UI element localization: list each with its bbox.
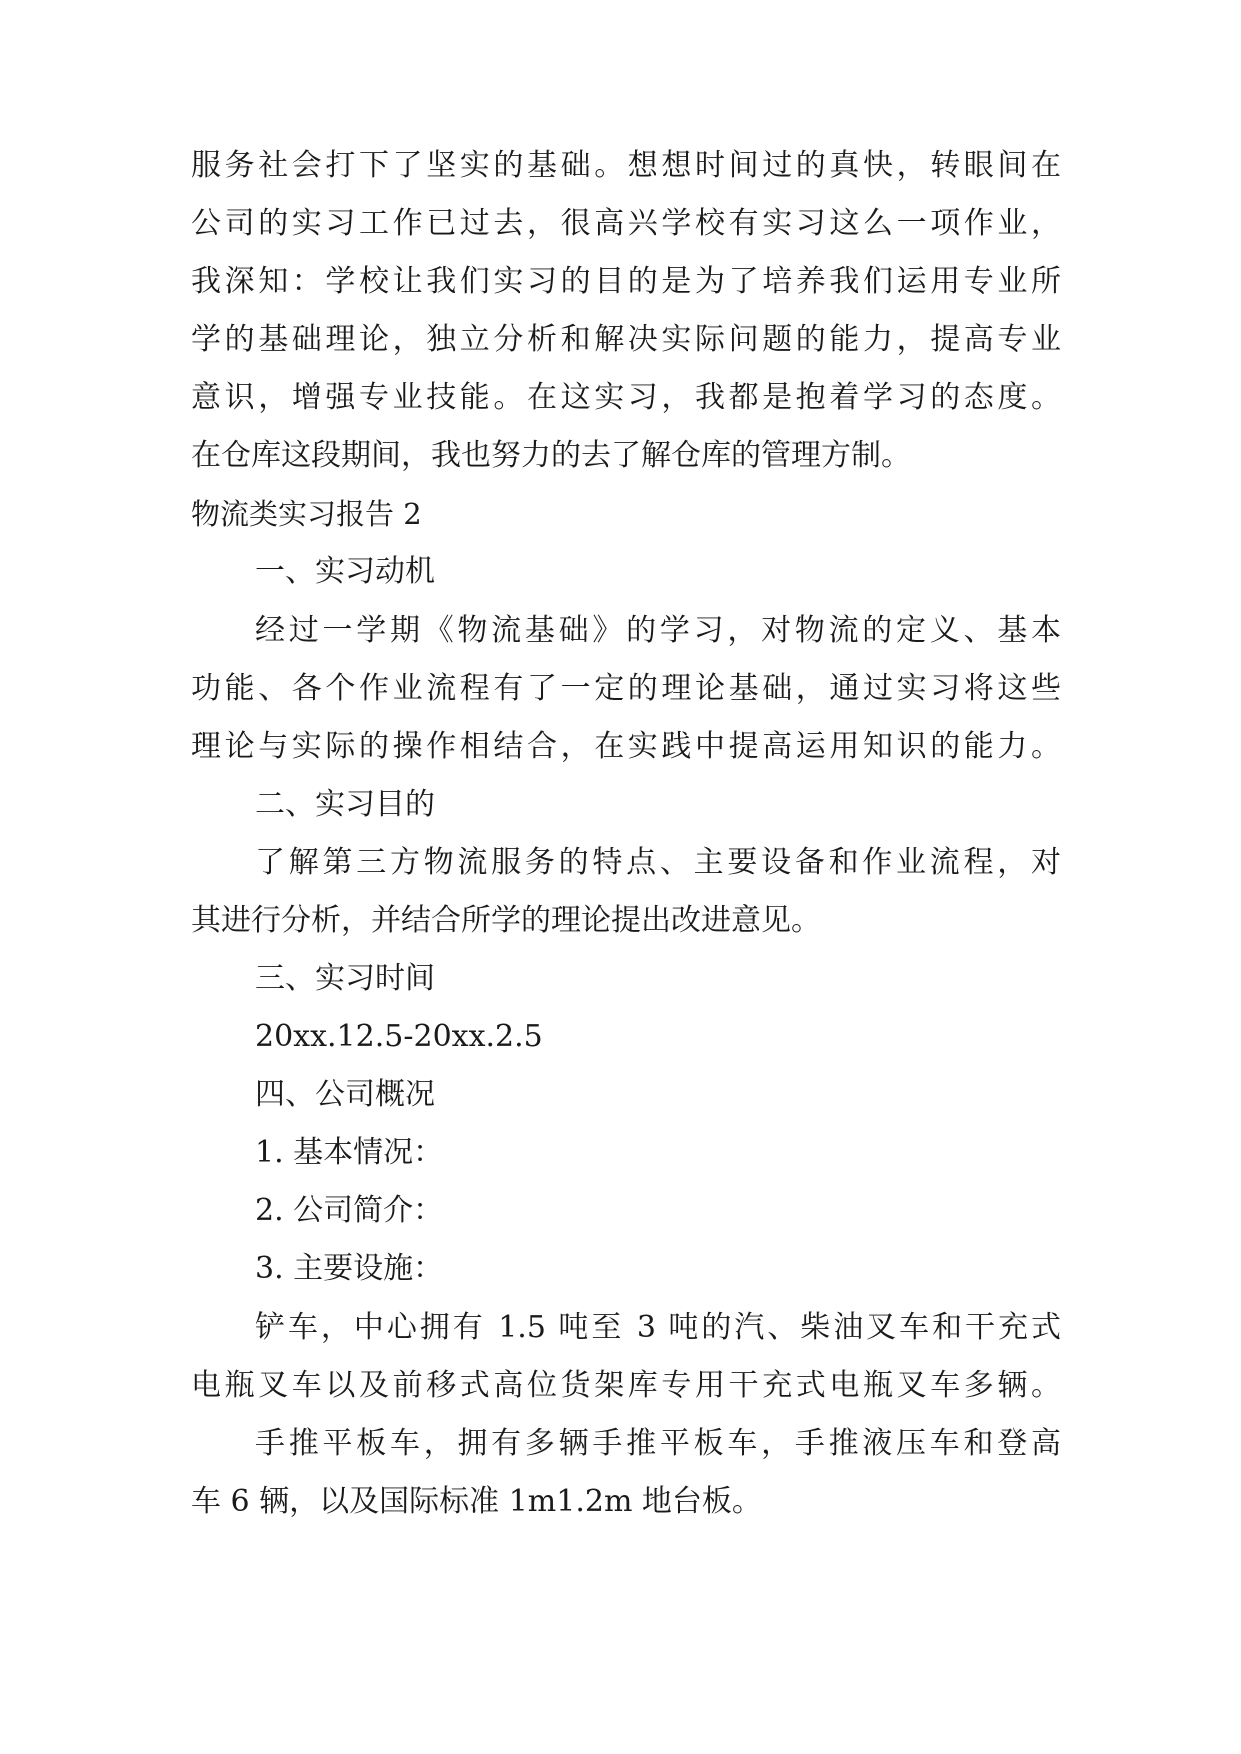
section-heading-time: 三、实习时间 <box>255 961 435 996</box>
body-text-line: 理论与实际的操作相结合，在实践中提高运用知识的能力。 <box>191 729 1061 764</box>
body-text-line: 了解第三方物流服务的特点、主要设备和作业流程，对 <box>255 845 1061 880</box>
body-text-line: 功能、各个作业流程有了一定的理论基础，通过实习将这些 <box>191 671 1061 706</box>
body-text-line: 铲车，中心拥有 1.5 吨至 3 吨的汽、柴油叉车和干充式 <box>255 1310 1061 1345</box>
body-text-line: 服务社会打下了坚实的基础。想想时间过的真快，转眼间在 <box>191 148 1061 183</box>
section-heading-company: 四、公司概况 <box>255 1077 435 1112</box>
body-text-line: 经过一学期《物流基础》的学习，对物流的定义、基本 <box>255 613 1061 648</box>
list-item: 1. 基本情况： <box>255 1135 444 1170</box>
body-text-line: 车 6 辆，以及国际标准 1m1.2m 地台板。 <box>191 1484 762 1519</box>
body-text-line: 学的基础理论，独立分析和解决实际问题的能力，提高专业 <box>191 322 1061 357</box>
list-item: 2. 公司简介： <box>255 1193 444 1228</box>
report-title: 物流类实习报告 2 <box>191 497 422 531</box>
list-item: 3. 主要设施： <box>255 1251 444 1286</box>
section-heading-motivation: 一、实习动机 <box>255 554 435 589</box>
body-text-line: 手推平板车，拥有多辆手推平板车，手推液压车和登高 <box>255 1426 1061 1461</box>
body-text-line: 意识，增强专业技能。在这实习，我都是抱着学习的态度。 <box>191 380 1061 415</box>
internship-period: 20xx.12.5-20xx.2.5 <box>255 1019 543 1054</box>
body-text-line: 在仓库这段期间，我也努力的去了解仓库的管理方制。 <box>191 438 911 473</box>
body-text-line: 我深知：学校让我们实习的目的是为了培养我们运用专业所 <box>191 264 1061 299</box>
body-text-line: 电瓶叉车以及前移式高位货架库专用干充式电瓶叉车多辆。 <box>191 1368 1061 1403</box>
body-text-line: 其进行分析，并结合所学的理论提出改进意见。 <box>191 903 821 938</box>
body-text-line: 公司的实习工作已过去，很高兴学校有实习这么一项作业， <box>191 206 1061 241</box>
section-heading-purpose: 二、实习目的 <box>255 787 435 822</box>
